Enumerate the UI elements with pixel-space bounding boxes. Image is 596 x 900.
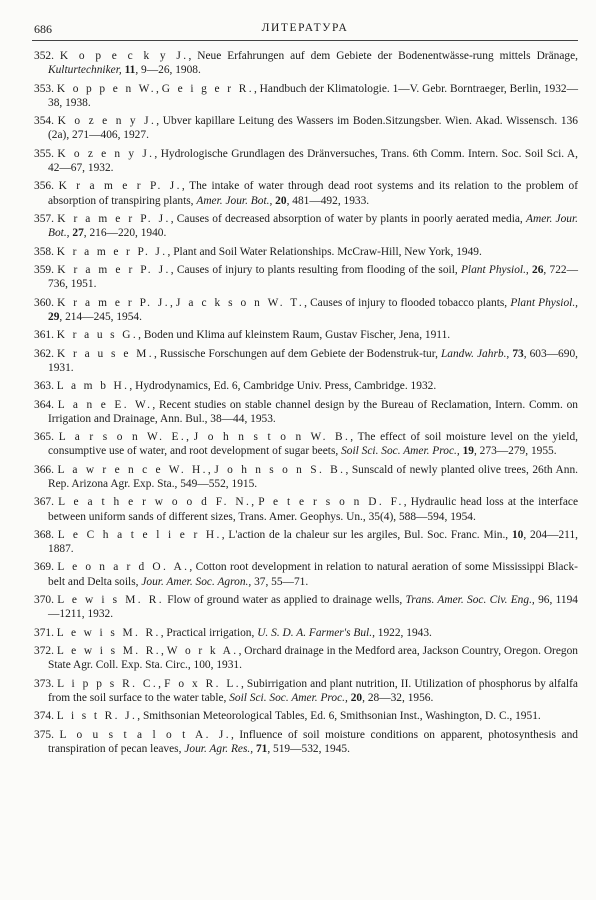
reference-text: , 273—279, 1955. — [473, 445, 557, 458]
author-name: L a r s o n W. E. — [58, 431, 187, 444]
reference-number: 366. — [34, 463, 54, 476]
author-name: K r a u s e M. — [56, 347, 154, 360]
reference-entry — [34, 644, 578, 672]
author-name: W o r k A. — [166, 645, 239, 658]
author-name: G e i g e r R. — [161, 82, 254, 95]
reference-text: , L'action de la chaleur sur les argiles, Bul. Soc. Franc. Min., — [221, 528, 512, 541]
author-name: K r a m e r P. J. — [58, 180, 182, 193]
reference-list — [34, 49, 578, 756]
reference-text: Flow of ground water as applied to drainage wells, — [163, 594, 406, 607]
author-name: K r a m e r P. J. — [57, 212, 171, 225]
reference-text: , Hydrologische Grundlagen des Dränversuches, Trans. 6th Comm. Intern. Soc. Soil Sci. A, 42—67, 1932. — [48, 147, 578, 174]
reference-number: 369. — [34, 561, 54, 574]
reference-number: 372. — [34, 645, 54, 658]
reference-entry — [34, 593, 578, 621]
reference-number: 361. — [34, 329, 54, 342]
reference-text: , The effect of soil moisture level on the yield, consumptive use of water, and root development of sugar beets, — [48, 431, 578, 458]
author-name: K r a m e r P. J. — [57, 263, 171, 276]
reference-number: 352. — [34, 50, 54, 62]
volume-number: 26 — [532, 263, 544, 276]
reference-text: , — [186, 431, 194, 444]
reference-number: 367. — [34, 496, 54, 509]
reference-entry — [34, 495, 578, 523]
reference-number: 362. — [34, 347, 54, 360]
author-name: K o p p e n W. — [56, 82, 157, 95]
reference-text: 96, 1194—1211, 1932. — [48, 594, 578, 621]
reference-text: , — [251, 496, 259, 509]
reference-text: , 204—211, 1887. — [48, 528, 578, 556]
reference-number: 375. — [34, 728, 54, 741]
reference-entry — [34, 528, 578, 556]
reference-entry — [34, 147, 578, 175]
reference-text: , Boden und Klima auf kleinstem Raum, Gustav Fischer, Jena, 1911. — [138, 329, 451, 342]
reference-text: , Sunscald of newly planted olive trees, 26th Ann. Rep. Arizona Agr. Exp. Sta., 549—552, 1915. — [48, 463, 579, 490]
volume-number: 20 — [350, 691, 363, 704]
reference-text: , Causes of injury to plants resulting from flooding of the soil, — [170, 263, 461, 276]
reference-entry — [34, 179, 578, 207]
reference-text: , Neue Erfahrungen auf dem Gebiete der Bodenentwässe-rung mittels Dränage, — [188, 50, 579, 62]
reference-text: , 214—245, 1954. — [59, 310, 142, 323]
reference-text: , Causes of decreased absorption of water by plants in poorly aerated media, — [170, 212, 527, 225]
reference-entry — [34, 677, 578, 705]
reference-entry — [34, 263, 578, 291]
reference-text: , Causes of injury to flooded tobacco plants, — [304, 296, 511, 309]
reference-number: 365. — [34, 431, 54, 444]
reference-number: 363. — [34, 380, 54, 393]
volume-number: 20 — [275, 194, 287, 207]
reference-entry — [34, 379, 578, 393]
reference-entry — [34, 560, 578, 588]
reference-text: , Handbuch der Klimatologie. 1—V. Gebr. Borntraeger, Berlin, 1932—38, 1938. — [48, 82, 578, 109]
reference-number: 368. — [34, 528, 54, 541]
journal-title: Amer. Jour. Bot., — [196, 194, 273, 207]
journal-title: Jour. Amer. Soc. Agron., — [141, 575, 252, 588]
reference-text: , 519—532, 1945. — [267, 742, 350, 755]
reference-text: , — [156, 82, 162, 95]
journal-title: Soil Sci. Soc. Amer. Proc., — [229, 691, 348, 704]
reference-entry — [34, 463, 578, 491]
reference-text: , Subirrigation and plant nutrition, II. Utilization of phosphorus by alfalfa from the soil surface to the water table, — [48, 677, 578, 704]
author-name: L e w i s M. R. — [57, 594, 164, 607]
reference-text: , Orchard drainage in the Medford area, Jackson Country, Oregon. Oregon State Agr. Coll. Exp. Sta. Circ., 100, 1931. — [48, 645, 578, 672]
reference-number: 364. — [34, 398, 54, 411]
reference-entry — [34, 728, 578, 756]
reference-text: , Practical irrigation, — [160, 626, 258, 639]
reference-text: , Cotton root development in relation to natural aeration of some Mississippi Black-belt and Delta soils, — [48, 561, 578, 588]
reference-entry — [34, 49, 578, 77]
author-name: P e t e r s o n D. F. — [258, 496, 404, 509]
reference-number: 356. — [34, 180, 54, 193]
author-name: F o x R. L. — [164, 677, 241, 690]
reference-entry — [34, 347, 578, 375]
author-name: J o h n s t o n W. B. — [193, 431, 351, 444]
reference-text: , Smithsonian Meteorological Tables, Ed. 6, Smithsonian Inst., Washington, D. C., 1951. — [137, 710, 541, 723]
reference-number: 374. — [34, 710, 54, 723]
reference-text: , 603—690, 1931. — [48, 347, 578, 374]
journal-title: Plant Physiol., — [510, 296, 579, 309]
reference-text: , 216—220, 1940. — [83, 227, 167, 240]
reference-number: 358. — [34, 245, 54, 258]
reference-text: , — [170, 296, 177, 309]
reference-entry — [34, 212, 578, 240]
reference-entry — [34, 709, 578, 723]
volume-number: 29 — [48, 310, 60, 323]
reference-text: , Recent studies on stable channel design by the Bureau of Reclamation, Intern. Comm. on Irrigation and Drainage, Ann. Bul., 38—44, 1953. — [48, 398, 578, 425]
reference-number: 354. — [34, 115, 54, 128]
author-name: K r a m e r P. J. — [57, 296, 171, 309]
volume-number: 11 — [124, 64, 136, 77]
reference-entry — [34, 328, 578, 342]
author-name: L e w i s M. R. — [56, 626, 161, 639]
reference-number: 353. — [34, 82, 54, 95]
author-name: K r a u s G. — [56, 329, 139, 342]
reference-entry — [34, 626, 578, 640]
volume-number: 71 — [255, 742, 268, 755]
author-name: L i s t R. J. — [56, 710, 138, 723]
reference-text: , Plant and Soil Water Relationships. McCraw-Hill, New York, 1949. — [167, 245, 482, 258]
author-name: L a m b H. — [56, 380, 130, 393]
journal-title: Soil Sci. Soc. Amer. Proc., — [341, 445, 460, 458]
author-name: L e a t h e r w o o d F. N. — [58, 496, 252, 509]
reference-entry — [34, 398, 578, 426]
volume-number: 10 — [511, 528, 524, 541]
author-name: K o z e n y J. — [57, 115, 157, 128]
reference-text: , Ubver kapillare Leitung des Wassers im Boden.Sitzungsber. Wien. Akad. Wissensch. 136 (2a), 271—406, 1927. — [48, 115, 578, 142]
page-header — [32, 0, 578, 41]
reference-entry — [34, 245, 578, 259]
reference-number: 355. — [34, 147, 54, 160]
author-name: J a c k s o n W. T. — [176, 296, 305, 309]
reference-text: , Influence of soil moisture conditions on apparent, photosynthesis and transpiration of pecan leaves, — [48, 728, 578, 755]
reference-text: , Hydrodynamics, Ed. 6, Cambridge Univ. Press, Cambridge. 1932. — [129, 380, 437, 393]
reference-entry — [34, 296, 578, 324]
reference-text: , — [207, 463, 215, 476]
reference-entry — [34, 430, 578, 458]
reference-number: 359. — [34, 263, 54, 276]
reference-entry — [34, 114, 578, 142]
reference-text: , Russische Forschungen auf dem Gebiete der Bodenstruk-tur, — [153, 347, 441, 360]
reference-text: 1922, 1943. — [374, 626, 432, 639]
author-name: K o p e c k y J. — [59, 50, 189, 62]
reference-text: , Hydraulic head loss at the interface between uniform sands of different sizes, Trans. Amer. Geophys. Un., 35(4), 588—594, 1954. — [48, 496, 579, 523]
author-name: K r a m e r P. J. — [56, 245, 168, 258]
author-name: L i p p s R. C. — [57, 677, 159, 690]
journal-title: Kulturtechniker, — [48, 64, 122, 77]
volume-number: 19 — [462, 445, 474, 458]
reference-text: , — [158, 677, 165, 690]
journal-title: Landw. Jahrb., — [440, 347, 510, 360]
reference-text: 37, 55—71. — [251, 575, 309, 588]
journal-title: Jour. Agr. Res., — [184, 742, 254, 755]
journal-title: Amer. Jour. Bot., — [48, 212, 578, 240]
page-title: ЛИТЕРАТУРА — [261, 22, 349, 34]
reference-text: , The intake of water through dead root systems and its relation to the problem of absorption of transpiring plants, — [48, 180, 578, 207]
reference-text: , 28—32, 1956. — [362, 691, 434, 704]
author-name: L e w i s M. R. — [56, 645, 162, 658]
reference-number: 370. — [34, 594, 54, 607]
reference-number: 360. — [34, 296, 54, 309]
reference-text: , 722—736, 1951. — [48, 263, 578, 291]
reference-number: 357. — [34, 212, 54, 225]
journal-title: U. S. D. A. Farmer's Bul., — [257, 626, 375, 639]
reference-entry — [34, 82, 578, 110]
journal-title: Plant Physiol., — [460, 263, 529, 276]
page-number: 686 — [34, 22, 52, 36]
author-name: L e o n a r d O. A. — [57, 561, 190, 574]
author-name: L e C h a t e l i e r H. — [57, 528, 222, 541]
volume-number: 73 — [512, 347, 524, 360]
author-name: J o h n s o n S. B. — [214, 463, 346, 476]
reference-text: , 9—26, 1908. — [135, 64, 201, 77]
author-name: K o z e n y J. — [57, 147, 155, 160]
reference-text: , 481—492, 1933. — [286, 194, 370, 207]
author-name: L a n e E. W. — [57, 398, 153, 411]
author-name: L o u s t a l o t A. J. — [59, 728, 231, 741]
reference-text: , — [161, 645, 167, 658]
reference-number: 371. — [34, 626, 54, 639]
volume-number: 27 — [72, 227, 84, 240]
journal-title: Trans. Amer. Soc. Civ. Eng., — [405, 594, 535, 607]
reference-number: 373. — [34, 677, 54, 690]
author-name: L a w r e n c e W. H. — [57, 463, 208, 476]
